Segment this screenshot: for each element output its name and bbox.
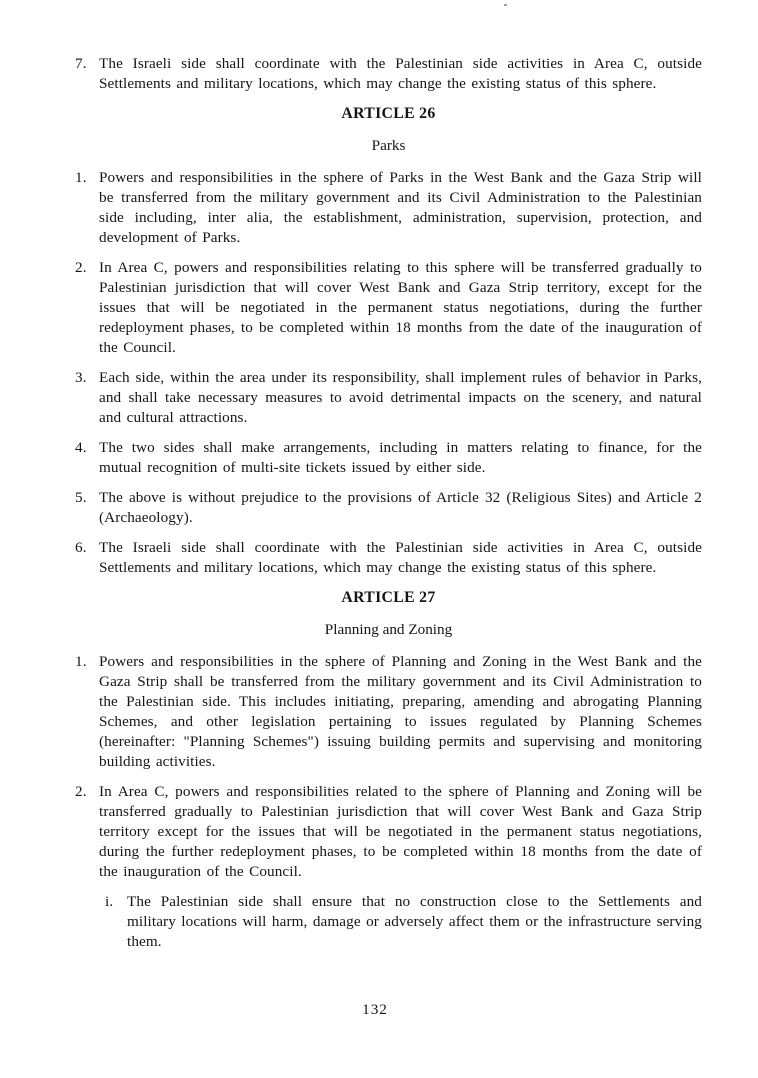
list-item-number: 2.: [75, 783, 87, 800]
list-item-text: In Area C, powers and responsibilities related to the sphere of Planning and Zoning will be transferred gradually to Palestinian jurisdiction that will cover West Bank and Gaza Strip territory except for the issues that will be negotiated in the permanent status negotiations, during the further redeployment phases, to be completed within 18 months from the date of the inauguration of the Council.: [99, 783, 702, 880]
list-item-text: The above is without prejudice to the provisions of Article 32 (Religious Sites) and Article 2 (Archaeology).: [99, 489, 702, 526]
list-item-number: 1.: [75, 653, 87, 670]
list-item-number: 6.: [75, 539, 87, 556]
list-item: [75, 258, 702, 358]
list-item-text: The Israeli side shall coordinate with the Palestinian side activities in Area C, outside Settlements and military locations, which may change the existing status of this sphere.: [99, 539, 702, 576]
list-item-text: Each side, within the area under its responsibility, shall implement rules of behavior in Parks, and shall take necessary measures to avoid detrimental impacts on the scenery, and natural and cultural attractions.: [99, 369, 702, 426]
article-26-subtitle: Parks: [371, 137, 406, 154]
list-item: [75, 168, 702, 248]
list-item-number: 7.: [75, 55, 87, 72]
list-item: [75, 652, 702, 772]
list-item-7: [75, 54, 702, 94]
list-item-text: The two sides shall make arrangements, including in matters relating to finance, for the mutual recognition of multi-site tickets issued by either side.: [99, 439, 702, 476]
list-item-text: The Israeli side shall coordinate with the Palestinian side activities in Area C, outside Settlements and military locations, which may change the existing status of this sphere.: [99, 55, 702, 92]
list-item: [75, 488, 702, 528]
sub-list-item-number: i.: [105, 893, 114, 910]
article-27-heading: ARTICLE 27: [341, 589, 436, 606]
list-item: [75, 538, 702, 578]
list-item-number: 1.: [75, 169, 87, 186]
sub-list-item-text: The Palestinian side shall ensure that no construction close to the Settlements and military locations will harm, damage or adversely affect them or the infrastructure serving them.: [127, 893, 702, 950]
list-item: [75, 368, 702, 428]
list-item-number: 4.: [75, 439, 87, 456]
list-item: [75, 782, 702, 882]
sub-list-item-i: [105, 892, 702, 952]
page-content: [75, 54, 702, 962]
page-number: 132: [362, 1001, 388, 1018]
scan-speck: [504, 4, 507, 6]
list-item: [75, 438, 702, 478]
list-item-number: 3.: [75, 369, 87, 386]
article-26-heading: ARTICLE 26: [341, 105, 436, 122]
list-item-text: Powers and responsibilities in the sphere of Parks in the West Bank and the Gaza Strip will be transferred from the military government and its Civil Administration to the Palestinian side including, inter alia, the establishment, administration, supervision, protection, and development of Parks.: [99, 169, 702, 246]
list-item-number: 2.: [75, 259, 87, 276]
list-item-text: In Area C, powers and responsibilities relating to this sphere will be transferred gradually to Palestinian jurisdiction that will cover West Bank and Gaza Strip territory, except for the issues that will be negotiated in the permanent status negotiations, during the further redeployment phases, to be completed within 18 months from the date of the inauguration of the Council.: [99, 259, 702, 356]
list-item-number: 5.: [75, 489, 87, 506]
article-27-subtitle: Planning and Zoning: [324, 621, 453, 638]
list-item-text: Powers and responsibilities in the sphere of Planning and Zoning in the West Bank and the Gaza Strip shall be transferred from the military government and its Civil Administration to the Palestinian side. This includes initiating, preparing, amending and abrogating Planning Schemes, and other legislation pertaining to issues regulated by Planning Schemes (hereinafter: "Planning Schemes") issuing building permits and supervising and monitoring building activities.: [99, 653, 702, 770]
